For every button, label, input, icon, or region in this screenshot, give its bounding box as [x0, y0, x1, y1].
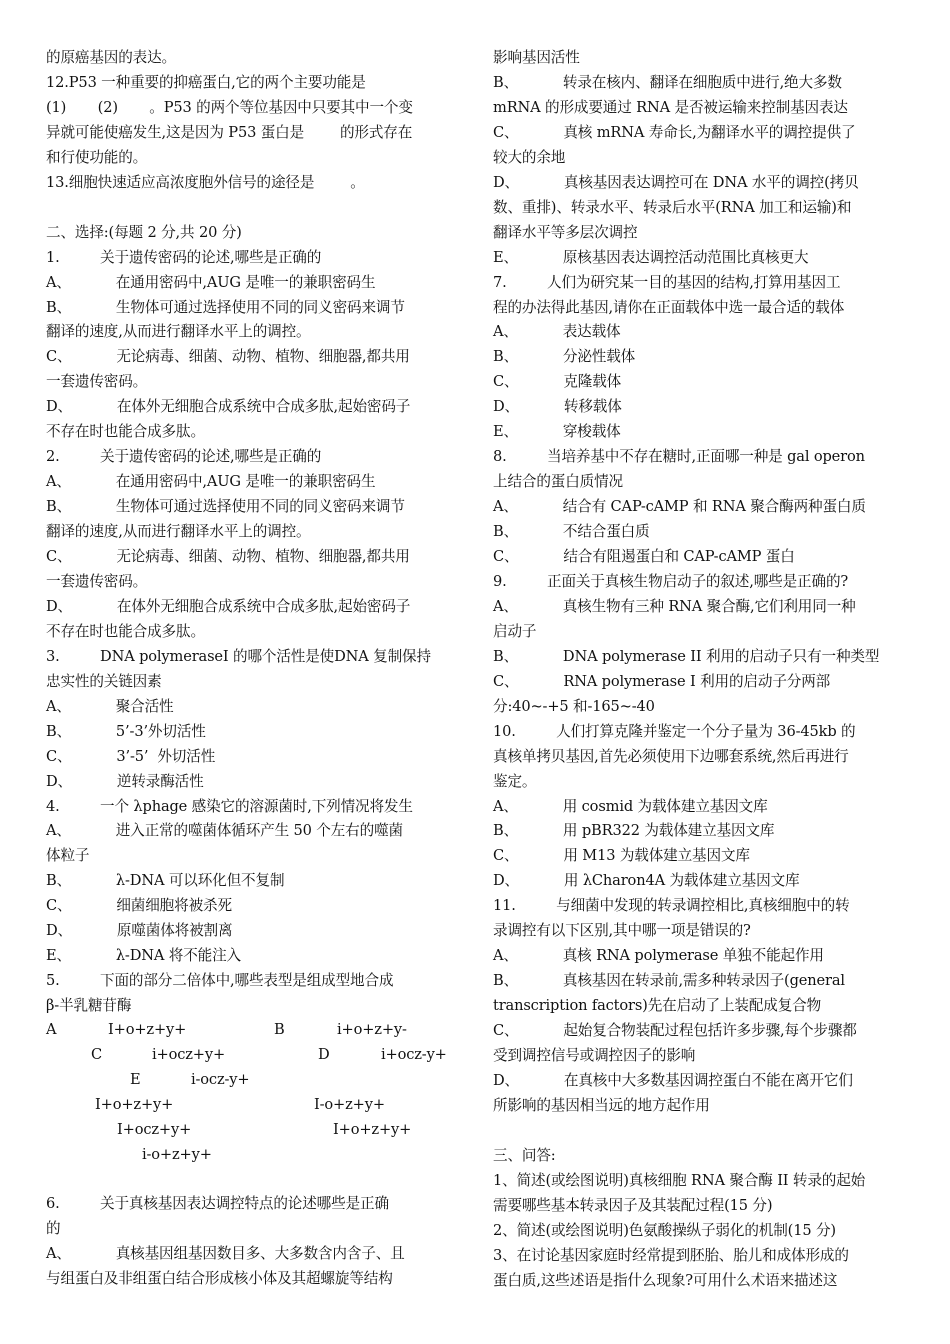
text-line: 8. 当培养基中不存在糖时,正面哪一种是 gal operon: [493, 448, 865, 466]
text-line: 3、在讨论基因家庭时经常提到胚胎、胎儿和成体形成的: [493, 1246, 849, 1264]
text-line: 7. 人们为研究某一目的基因的结构,打算用基因工: [493, 273, 841, 291]
text-line: D、 在体外无细胞合成系统中合成多肽,起始密码子: [46, 398, 411, 416]
genotype-label-a: A: [46, 1021, 57, 1038]
text-line: 3. DNA polymeraseI 的哪个活性是使DNA 复制保持: [46, 647, 431, 665]
text-line: β-半乳糖苷酶: [46, 997, 132, 1015]
text-line: 的原癌基因的表达。: [46, 49, 176, 66]
genotype-c: i+ocz+y+: [152, 1046, 226, 1063]
text-line: B、 生物体可通过选择使用不同的同义密码来调节: [46, 298, 405, 316]
text-line: A、 在通用密码中,AUG 是唯一的兼职密码生: [46, 273, 376, 291]
text-line: B、 分泌性载体: [493, 348, 636, 366]
text-line: A、 结合有 CAP-cAMP 和 RNA 聚合酶两种蛋白质: [493, 498, 866, 516]
text-line: A、 进入正常的噬菌体循环产生 50 个左右的噬菌: [46, 822, 403, 840]
text-line: 需要哪些基本转录因子及其装配过程(15 分): [493, 1196, 773, 1214]
text-line: C、 克隆载体: [493, 373, 622, 391]
text-line: 翻译的速度,从而进行翻译水平上的调控。: [46, 323, 311, 341]
text-line: C、 细菌细胞将被杀死: [46, 897, 232, 915]
text-line: B、 生物体可通过选择使用不同的同义密码来调节: [46, 498, 405, 516]
text-line: D、 逆转录酶活性: [46, 772, 204, 790]
text-line: A、 聚合活性: [46, 697, 174, 715]
text-line: 影响基因活性: [493, 49, 580, 66]
genotype-label-c: C: [91, 1046, 103, 1063]
text-line: A、 真核基因组基因数目多、大多数含内含子、且: [46, 1244, 405, 1262]
text-line: 一套遗传密码。: [46, 572, 148, 590]
text-line: E、 原核基因表达调控活动范围比真核更大: [493, 248, 809, 266]
text-line: 不存在时也能合成多肽。: [46, 423, 205, 441]
text-line: B、 用 pBR322 为载体建立基因文库: [493, 822, 775, 840]
text-line: 的: [46, 1219, 61, 1237]
genotype-row3: i-o+z+y+: [142, 1146, 212, 1163]
genotype-row2-right: I+o+z+y+: [333, 1121, 412, 1138]
text-line: 程的办法得此基因,请你在正面载体中选一最合适的载体: [493, 298, 845, 316]
genotype-label-e: E: [130, 1071, 141, 1088]
text-line: B、 真核基因在转录前,需多种转录因子(general: [493, 972, 845, 990]
text-line: 录调控有以下区别,其中哪一项是错误的?: [493, 922, 751, 940]
text-line: C、 RNA polymerase I 利用的启动子分两部: [493, 672, 831, 690]
text-line: B、 λ-DNA 可以环化但不复制: [46, 872, 285, 890]
text-line: C、 无论病毒、细菌、动物、植物、细胞器,都共用: [46, 548, 410, 565]
text-line: B、 转录在核内、翻译在细胞质中进行,绝大多数: [493, 73, 842, 91]
text-line: 蛋白质,这些述语是指什么现象?可用什么术语来描述这: [493, 1271, 838, 1289]
text-line: B、 5’-3’外切活性: [46, 722, 206, 740]
text-line: 数、重排)、转录水平、转录后水平(RNA 加工和运输)和: [493, 198, 852, 216]
text-line: mRNA 的形成要通过 RNA 是否被运输来控制基因表达: [493, 98, 848, 116]
text-line: D、 用 λCharon4A 为载体建立基因文库: [493, 872, 800, 890]
text-line: 三、问答:: [493, 1146, 556, 1164]
text-line: 受到调控信号或调控因子的影响: [493, 1047, 696, 1064]
text-line: 9. 正面关于真核生物启动子的叙述,哪些是正确的?: [493, 572, 849, 590]
text-line: 体粒子: [46, 847, 90, 865]
text-line: E、 λ-DNA 将不能注入: [46, 947, 241, 965]
text-line: B、 不结合蛋白质: [493, 523, 650, 541]
text-line: C、 无论病毒、细菌、动物、植物、细胞器,都共用: [46, 348, 410, 366]
text-line: 忠实性的关链因素: [46, 672, 162, 690]
text-line: 所影响的基因相当远的地方起作用: [493, 1096, 710, 1114]
text-line: 和行使功能的。: [46, 148, 148, 166]
text-line: C、 起始复合物装配过程包括许多步骤,每个步骤都: [493, 1022, 857, 1040]
text-line: 2、简述(或绘图说明)色氨酸操纵子弱化的机制(15 分): [493, 1221, 836, 1239]
text-line: 1、简述(或绘图说明)真核细胞 RNA 聚合酶 II 转录的起始: [493, 1171, 866, 1189]
text-line: 一套遗传密码。: [46, 373, 148, 391]
text-line: 与组蛋白及非组蛋白结合形成核小体及其超螺旋等结构: [46, 1269, 393, 1287]
genotype-d: i+ocz-y+: [381, 1046, 447, 1063]
text-line: A、 真核生物有三种 RNA 聚合酶,它们利用同一种: [493, 597, 856, 615]
text-line: 上结合的蛋白质情况: [493, 473, 623, 491]
genotype-row1-right: I-o+z+y+: [314, 1096, 385, 1113]
text-line: C、 用 M13 为载体建立基因文库: [493, 847, 750, 865]
genotype-a: I+o+z+y+: [108, 1021, 187, 1038]
genotype-row1-left: I+o+z+y+: [95, 1096, 174, 1113]
text-line: 12.P53 一种重要的抑癌蛋白,它的两个主要功能是: [46, 73, 366, 91]
text-line: D、 在真核中大多数基因调控蛋白不能在离开它们: [493, 1071, 853, 1089]
text-line: 13.细胞快速适应高浓度胞外信号的途径是 。: [46, 173, 365, 191]
text-line: B、 DNA polymerase II 利用的启动子只有一种类型: [493, 647, 880, 665]
text-line: 启动子: [493, 622, 537, 640]
genotype-label-d: D: [318, 1046, 330, 1063]
text-line: 较大的余地: [493, 148, 566, 166]
text-line: (1) (2) 。P53 的两个等位基因中只要其中一个变: [46, 98, 413, 116]
text-line: 异就可能使癌发生,这是因为 P53 蛋白是 的形式存在: [46, 123, 413, 141]
genotype-b: i+o+z+y-: [337, 1021, 407, 1038]
text-line: 5. 下面的部分二倍体中,哪些表型是组成型地合成: [46, 972, 394, 990]
text-line: A、 在通用密码中,AUG 是唯一的兼职密码生: [46, 473, 376, 491]
text-line: A、 真核 RNA polymerase 单独不能起作用: [493, 947, 824, 965]
text-line: C、 真核 mRNA 寿命长,为翻译水平的调控提供了: [493, 123, 856, 141]
text-line: D、 在体外无细胞合成系统中合成多肽,起始密码子: [46, 597, 411, 615]
text-line: 11. 与细菌中发现的转录调控相比,真核细胞中的转: [493, 897, 850, 915]
text-line: 分:40~-+5 和-165~-40: [493, 697, 655, 715]
text-line: 翻译水平等多层次调控: [493, 223, 638, 241]
text-line: 不存在时也能合成多肽。: [46, 622, 205, 640]
text-line: D、 原噬菌体将被割离: [46, 922, 233, 940]
text-line: 1. 关于遗传密码的论述,哪些是正确的: [46, 248, 322, 266]
text-line: C、 结合有阻遏蛋白和 CAP-cAMP 蛋白: [493, 548, 795, 565]
text-line: E、 穿梭载体: [493, 423, 621, 441]
text-line: A、 用 cosmid 为载体建立基因文库: [493, 797, 768, 815]
text-line: 鉴定。: [493, 772, 537, 790]
text-line: 10. 人们打算克隆并鉴定一个分子量为 36-45kb 的: [493, 722, 856, 740]
text-line: 2. 关于遗传密码的论述,哪些是正确的: [46, 448, 322, 466]
genotype-label-b: B: [274, 1021, 285, 1038]
text-line: D、 真核基因表达调控可在 DNA 水平的调控(拷贝: [493, 173, 859, 191]
genotype-row2-left: I+ocz+y+: [117, 1121, 192, 1138]
genotype-e: i-ocz-y+: [191, 1071, 250, 1088]
text-line: C、 3’-5’ 外切活性: [46, 747, 216, 765]
text-line: D、 转移载体: [493, 398, 622, 416]
text-line: 真核单拷贝基因,首先必须使用下边哪套系统,然后再进行: [493, 747, 849, 765]
text-line: A、 表达载体: [493, 323, 621, 341]
text-line: 6. 关于真核基因表达调控特点的论述哪些是正确: [46, 1195, 389, 1212]
text-line: 4. 一个 λphage 感染它的溶源菌时,下列情况将发生: [46, 797, 413, 815]
text-line: 翻译的速度,从而进行翻译水平上的调控。: [46, 523, 311, 541]
text-line: 二、选择:(每题 2 分,共 20 分): [46, 223, 242, 241]
text-line: transcription factors)先在启动了上装配成复合物: [493, 997, 822, 1015]
